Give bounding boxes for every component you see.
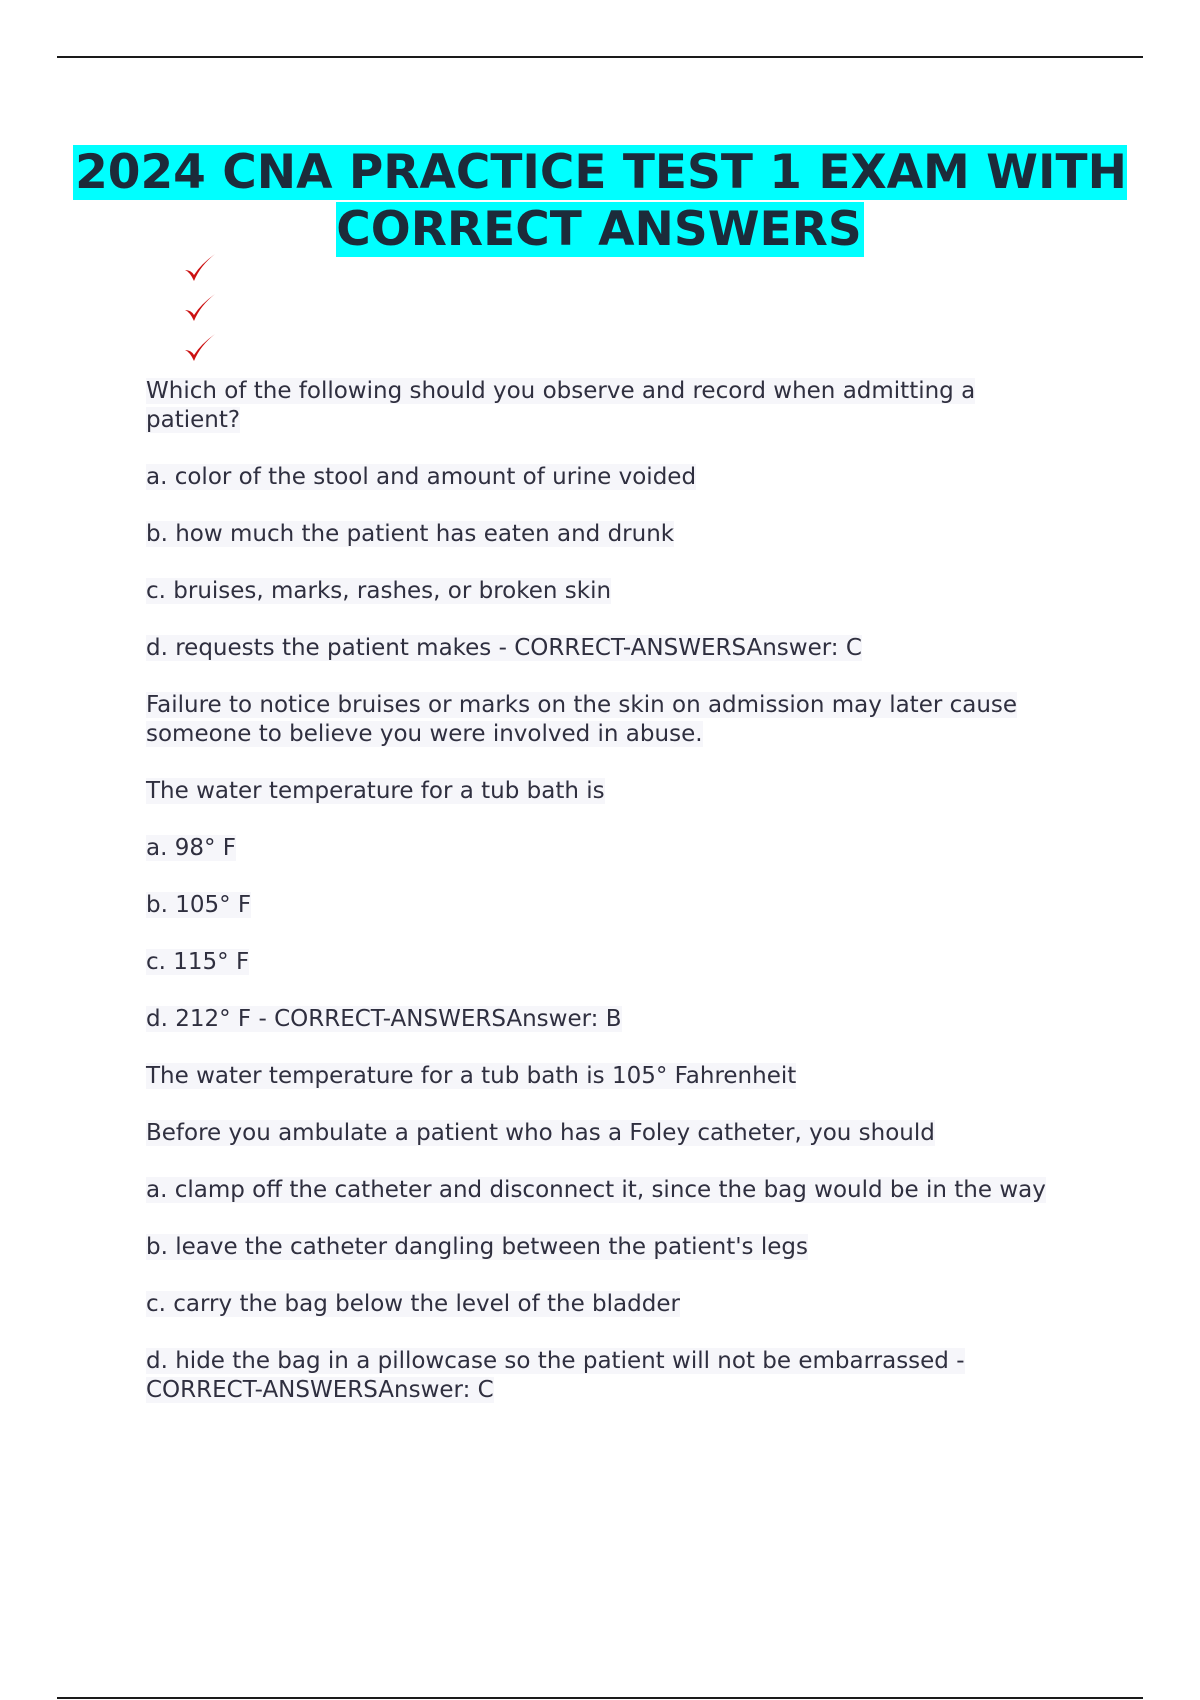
q2-option-d-answer: d. 212° F - CORRECT-ANSWERSAnswer: B [146,1006,622,1032]
checkmark-icon [182,290,218,330]
q1-option-b: b. how much the patient has eaten and drunk [146,521,675,547]
checkmark-icon [182,330,218,370]
q2-option-a: a. 98° F [146,835,237,861]
page-title [60,144,1140,258]
top-divider [57,56,1143,58]
document-body [146,377,1076,1433]
q3-option-a: a. clamp off the catheter and disconnect it, since the bag would be in the way [146,1177,1046,1203]
q1-option-c: c. bruises, marks, rashes, or broken skin [146,578,612,604]
q2-option-c: c. 115° F [146,949,250,975]
q2-option-b: b. 105° F [146,892,252,918]
q1-option-a: a. color of the stool and amount of urine voided [146,464,697,490]
checkmark-icon [182,250,218,290]
checkmark-list [182,250,222,370]
question-2: The water temperature for a tub bath is [146,778,605,804]
q1-option-d-answer: d. requests the patient makes - CORRECT-ANSWERSAnswer: C [146,635,862,661]
bottom-divider [57,1697,1143,1699]
q3-option-d-answer: d. hide the bag in a pillowcase so the patient will not be embarrassed - CORRECT-ANSWERSAnswer: C [146,1348,965,1403]
q3-option-b: b. leave the catheter dangling between the patient's legs [146,1234,808,1260]
q2-explanation: The water temperature for a tub bath is 105° Fahrenheit [146,1063,797,1089]
q3-option-c: c. carry the bag below the level of the bladder [146,1291,680,1317]
title-highlight: 2024 CNA PRACTICE TEST 1 EXAM WITH CORRECT ANSWERS [75,145,1127,257]
question-3: Before you ambulate a patient who has a Foley catheter, you should [146,1120,935,1146]
question-1: Which of the following should you observe and record when admitting a patient? [146,378,976,433]
q1-explanation: Failure to notice bruises or marks on the skin on admission may later cause someone to believe you were involved in abuse. [146,692,1018,747]
